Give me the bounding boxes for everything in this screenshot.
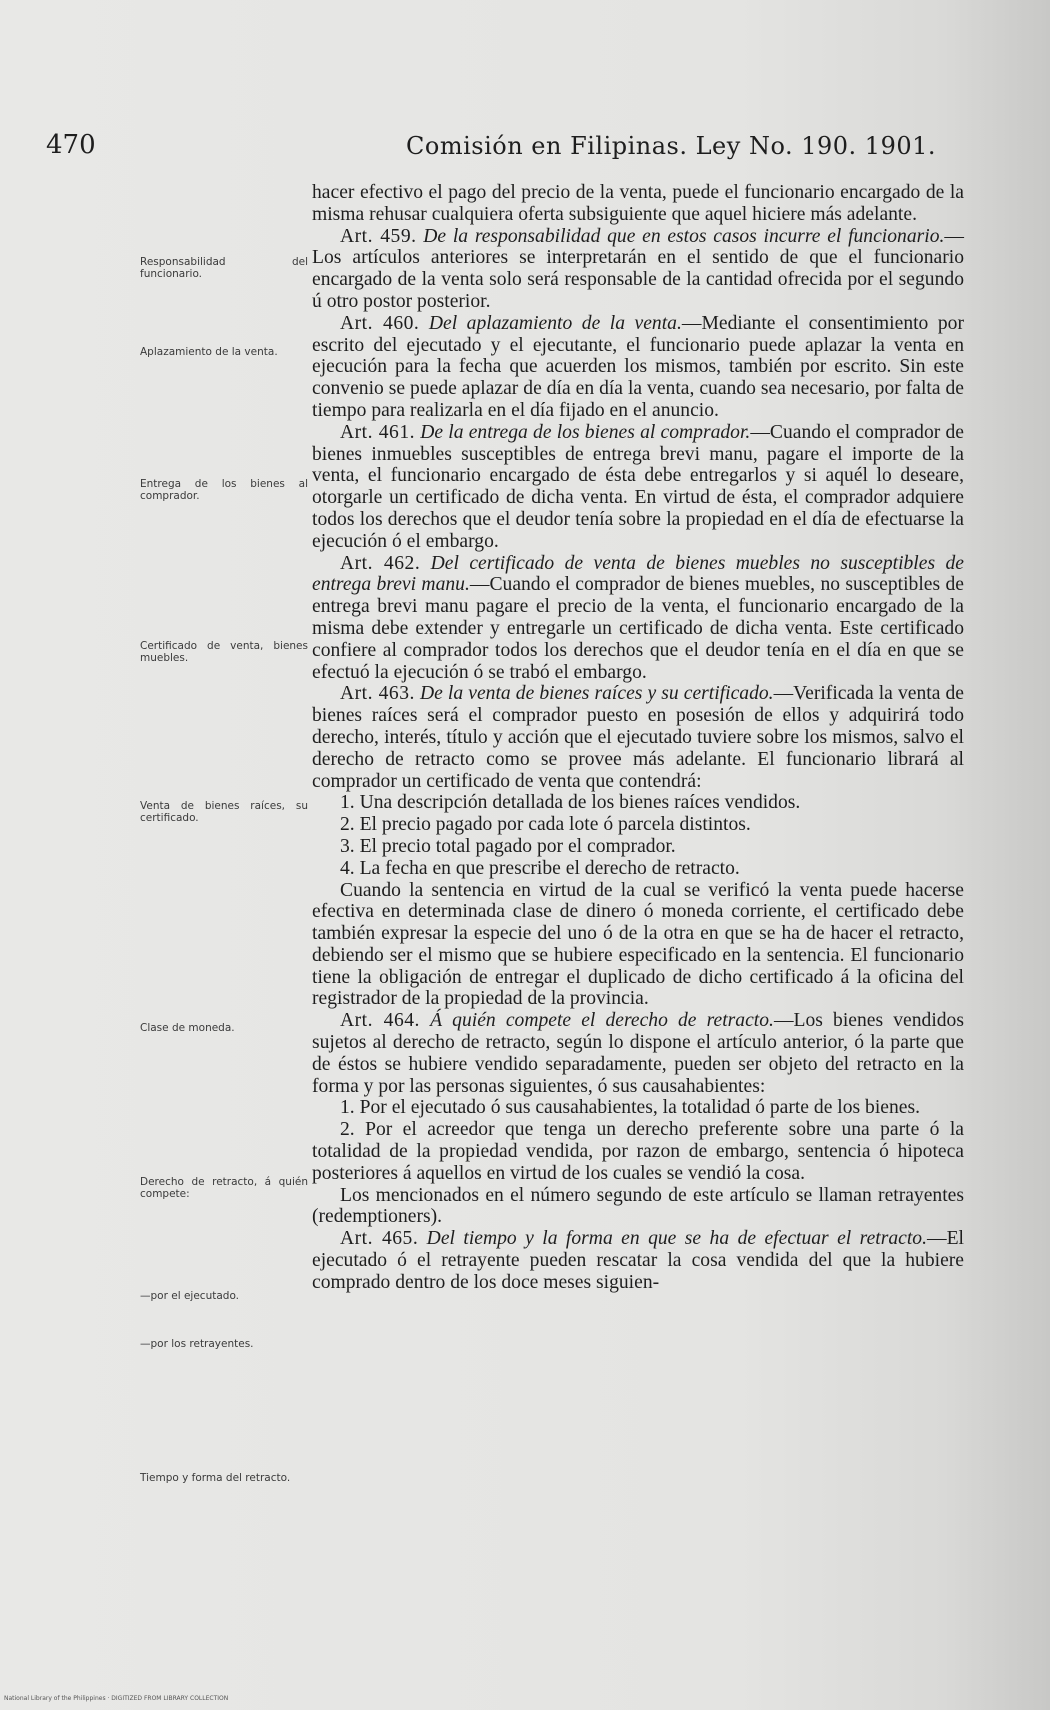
article-number: Art. 459. [340, 225, 417, 247]
article-number: Art. 462. [340, 552, 421, 574]
list-item: 2. El precio pagado por cada lote ó parcela distintos. [340, 814, 751, 836]
article-number: Art. 463. [340, 683, 415, 705]
paragraph-clase-moneda: Cuando la sentencia en virtud de la cual se verificó la venta puede hacerse efectiva en determinada clase de dinero ó moneda corriente, el certificado debe también expresar la especie del uno ó de la otra en que se ha de hacer el retracto, debiendo ser el mismo que se hubiere especificado en la sentencia. El funcionario tiene la obligación de entregar el duplicado de dicho certificado á la oficina del registrador de la propiedad de la provincia. [312, 879, 964, 1010]
page-number: 470 [46, 130, 96, 160]
article-465 [312, 1228, 964, 1293]
article-title: Del aplazamiento de la venta. [428, 312, 682, 334]
margin-note-por-retrayentes: —por los retrayentes. [140, 1338, 254, 1350]
article-text: —El ejecutado ó el retrayente pueden rescatar la cosa vendida del que la hubiere comprado dentro de los doce meses siguien- [312, 1228, 964, 1293]
article-text: —Cuando el comprador de bienes inmuebles susceptibles de entrega brevi manu, pagare el importe de la venta, el funcionario encargado de ésta debe entregarlos y si aquél lo deseare, otorgarle un certificado de dicha venta. En virtud de ésta, el comprador adquiere todos los derechos que el deudor tenía sobre la propiedad en el día de efectuarse la ejecución ó el embargo. [312, 421, 964, 552]
article-text: —Los artículos anteriores se interpretarán en el sentido de que el funcionario encargado de la venta solo será responsable de la cantidad ofrecida por el segundo ú otro postor posterior. [312, 225, 964, 312]
article-title: Del certificado de venta de bienes muebles no susceptibles de entrega brevi manu. [312, 552, 964, 596]
article-number: Art. 465. [340, 1228, 419, 1250]
list-item: 2. Por el acreedor que tenga un derecho preferente sobre una parte ó la totalidad de la propiedad vendida, por razon de embargo, sentencia ó hipoteca posteriores á aquellos en virtud de los cuales se vendió la cosa. [312, 1119, 964, 1184]
margin-note-venta-raices: Venta de bienes raíces, su certificado. [140, 800, 308, 824]
list-item: 1. Por el ejecutado ó sus causahabientes, la totalidad ó parte de los bienes. [340, 1097, 921, 1119]
paragraph-retrayentes: Los mencionados en el número segundo de este artículo se llaman retrayentes (redemptioners). [312, 1184, 964, 1228]
article-number: Art. 460. [340, 312, 420, 334]
scan-footer: National Library of the Philippines · DIGITIZED FROM LIBRARY COLLECTION [4, 1695, 229, 1702]
article-463 [312, 683, 964, 792]
article-460 [312, 313, 964, 422]
margin-note-tiempo-forma: Tiempo y forma del retracto. [140, 1472, 291, 1484]
article-number: Art. 464. [340, 1010, 420, 1032]
margin-note-responsabilidad: Responsabilidad del funcionario. [140, 256, 308, 280]
margin-note-certificado-muebles: Certificado de venta, bienes muebles. [140, 640, 308, 664]
article-number: Art. 461. [340, 421, 416, 443]
article-title: Á quién compete el derecho de retracto. [430, 1010, 774, 1032]
margin-note-aplazamiento: Aplazamiento de la venta. [140, 346, 278, 358]
article-title: Del tiempo y la forma en que se ha de efectuar el retracto. [426, 1228, 927, 1250]
list-item: 3. El precio total pagado por el comprador. [340, 835, 676, 857]
article-text: —Cuando el comprador de bienes muebles, no susceptibles de entrega brevi manu pagare el precio de la venta, el funcionario encargado de la misma debe extender y entregarle un certificado de dicha venta. Este certificado confiere al comprador todos los derechos que el deudor tenía en el día en que se efectuó la ejecución ó se trabó el embargo. [312, 574, 964, 683]
running-head: Comisión en Filipinas. Ley No. 190. 1901. [406, 132, 937, 160]
page-header [46, 130, 970, 160]
body-text [312, 182, 964, 1294]
article-text: —Mediante el consentimiento por escrito del ejecutado y el ejecutante, el funcionario puede aplazar la venta en ejecución para la fecha que acuerden los mismos, también por escrito. Sin este convenio se puede aplazar de día en día la venta, cuando sea necesario, por falta de tiempo para realizarla en el día fijado en el anuncio. [312, 312, 964, 421]
list-item: 4. La fecha en que prescribe el derecho de retracto. [340, 857, 740, 879]
paragraph-continuation: hacer efectivo el pago del precio de la venta, puede el funcionario encargado de la misma rehusar cualquiera oferta subsiguiente que aquel hiciere más adelante. [312, 182, 964, 225]
margin-note-por-ejecutado: —por el ejecutado. [140, 1290, 240, 1302]
article-462 [312, 553, 964, 684]
article-text: —Los bienes vendidos sujetos al derecho de retracto, según lo dispone el artículo anterior, ó la parte que de éstos se hubiere vendido separadamente, pueden ser objeto del retracto en la forma y por las personas siguientes, ó sus causahabientes: [312, 1010, 964, 1097]
article-text: —Verificada la venta de bienes raíces será el comprador puesto en posesión de ellos y adquirirá todo derecho, interés, título y acción que el ejecutado tuviere sobre los mismos, salvo el derecho de retracto como se provee más adelante. El funcionario librará al comprador un certificado de venta que contendrá: [312, 683, 964, 792]
margin-note-derecho-retracto: Derecho de retracto, á quién compete: [140, 1176, 308, 1200]
article-title: De la entrega de los bienes al comprador. [420, 421, 751, 443]
article-459 [312, 226, 964, 313]
article-461 [312, 422, 964, 553]
article-title: De la venta de bienes raíces y su certificado. [420, 683, 774, 705]
list-item: 1. Una descripción detallada de los bienes raíces vendidos. [340, 792, 801, 814]
article-464 [312, 1010, 964, 1097]
margin-note-entrega: Entrega de los bienes al comprador. [140, 478, 308, 502]
margin-note-clase-moneda: Clase de moneda. [140, 1022, 235, 1034]
article-title: De la responsabilidad que en estos casos incurre el funcionario. [423, 225, 945, 247]
